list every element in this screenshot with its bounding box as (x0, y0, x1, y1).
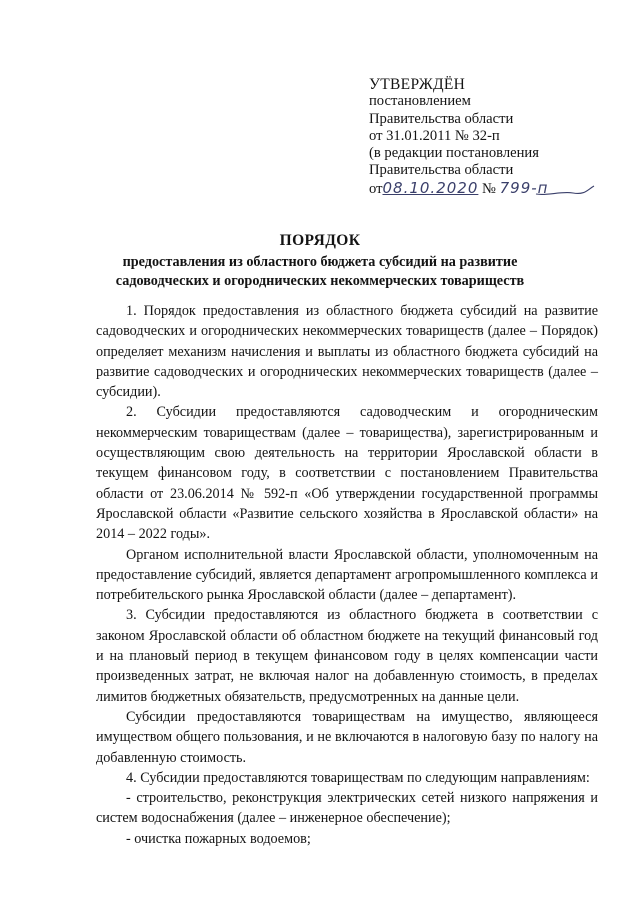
approval-line: Правительства области (369, 162, 514, 179)
paragraph: Субсидии предоставляются товариществам на имущество, являющееся имуществом общего пользования, и не включаются в налоговую базу по налогу на добавленную стоимость. (96, 708, 598, 766)
paragraph: 3. Субсидии предоставляются из областного бюджета в соответствии с законом Ярославской области об областном бюджете на текущий финансовый год и на плановый период в текущем финансовом году в целях компенсации части произведенных затрат, не включая налог на добавленную стоимость, в пределах лимитов бюджетных обязательств, предусмотренных на данные цели. (96, 607, 598, 705)
document-body (96, 301, 598, 849)
approval-stamp (369, 76, 619, 198)
paragraph: 4. Субсидии предоставляются товариществам по следующим направлениям: (126, 769, 590, 786)
approval-line: постановлением (369, 93, 471, 110)
signature-underline (535, 182, 595, 198)
handwritten-date: 08.10.2020 (382, 178, 479, 197)
number-sign: № (482, 180, 496, 197)
handwritten-number: 799-п (499, 178, 549, 197)
approval-heading: УТВЕРЖДЁН (369, 76, 466, 93)
document-subtitle (0, 253, 640, 291)
approval-prefix: от (369, 180, 383, 197)
paragraph: - строительство, реконструкция электрических сетей низкого напряжения и систем водоснабжения (далее – инженерное обеспечение); (96, 790, 598, 827)
paragraph: Органом исполнительной власти Ярославской области, уполномоченным на предоставление субсидий, является департамент агропромышленного комплекса и потребительского рынка Ярославской области (далее – департамент). (96, 546, 598, 604)
document-title: ПОРЯДОК (279, 232, 361, 249)
paragraph: 1. Порядок предоставления из областного бюджета субсидий на развитие садоводческих и огороднических некоммерческих товариществ (далее – Порядок) определяет механизм начисления и выплаты из областного бюджета субсидий на развитие садоводческих и огороднических некоммерческих товариществ (далее – субсидии). (96, 303, 598, 401)
paragraph: - очистка пожарных водоемов; (126, 830, 311, 847)
paragraph: 2. Субсидии предоставляются садоводческим и огородническим некоммерческим товариществам (далее – товарищества), зарегистрированным и осуществляющим свою деятельность на территории Ярославской области в текущем финансовом году, в соответствии с постановлением Правительства области от 23.06.2014 № 592-п «Об утверждении государственной программы Ярославской области «Развитие сельского хозяйства в Ярославской области» на 2014 – 2022 годы». (96, 404, 598, 543)
approval-line: от 31.01.2011 № 32-п (369, 127, 500, 144)
subtitle-line: садоводческих и огороднических некоммерческих товариществ (115, 273, 525, 289)
approval-line: (в редакции постановления (369, 145, 539, 162)
subtitle-line: предоставления из областного бюджета субсидий на развитие (122, 254, 518, 270)
approval-line: Правительства области (369, 110, 514, 127)
